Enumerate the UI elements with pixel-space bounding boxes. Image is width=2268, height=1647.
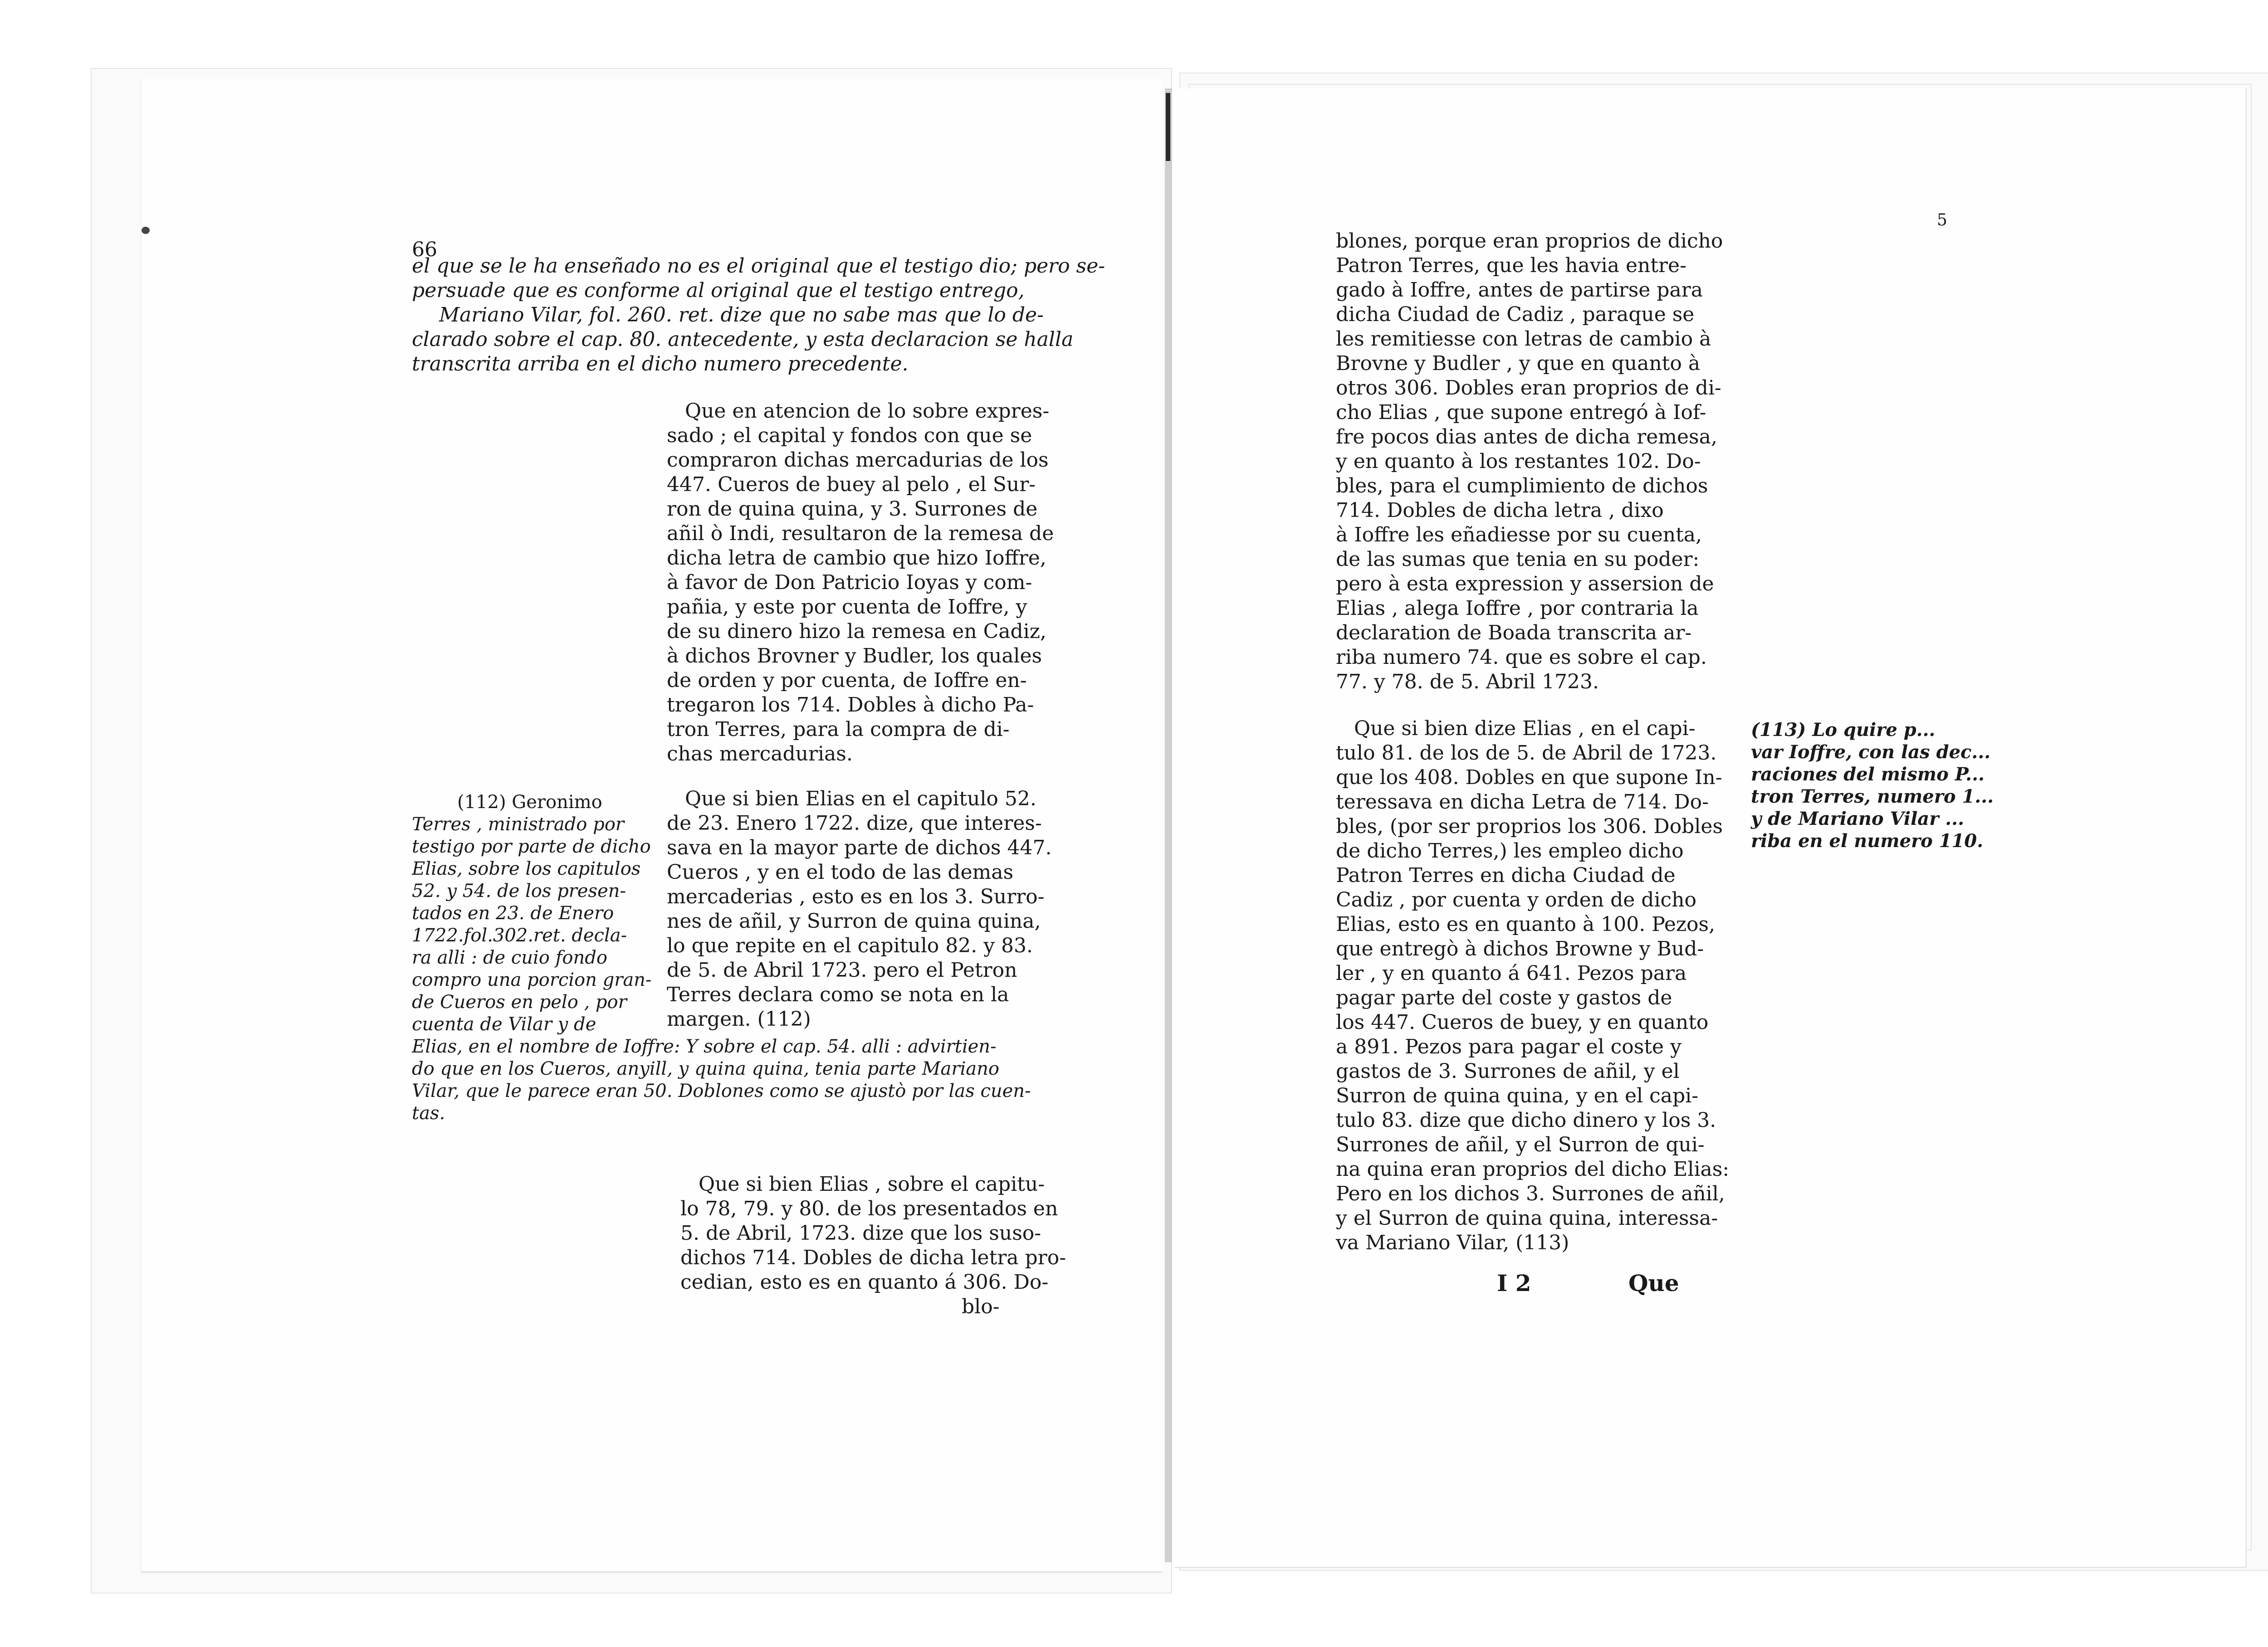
text-line: blo- xyxy=(962,1295,1000,1318)
text-line: teressava en dicha Letra de 714. Do- xyxy=(1336,790,1709,814)
paragraph-2 xyxy=(667,787,1052,1032)
page-number-right: 5 xyxy=(1937,211,1947,229)
text-line: sava en la mayor parte de dichos 447. xyxy=(667,836,1052,859)
text-line: Mariano Vilar, fol. 260. ret. dize que no sabe mas que lo de- xyxy=(439,303,1044,326)
text-line: (113) Lo quire p... xyxy=(1751,719,1936,741)
text-line: pagar parte del coste y gastos de xyxy=(1336,986,1672,1009)
text-line: Surrones de añil, y el Surron de qui- xyxy=(1336,1133,1705,1156)
text-line: 1722.fol.302.ret. decla- xyxy=(412,925,627,946)
text-line: 714. Dobles de dicha letra , dixo xyxy=(1336,499,1664,522)
text-line: 5. de Abril, 1723. dize que los suso- xyxy=(680,1222,1041,1245)
text-line: tron Terres, numero 1... xyxy=(1751,786,1994,807)
text-line: Pero en los dichos 3. Surrones de añil, xyxy=(1336,1182,1725,1205)
text-line: Que si bien Elias , sobre el capitu- xyxy=(699,1173,1045,1196)
text-line: transcrita arriba en el dicho numero precedente. xyxy=(412,352,909,375)
text-line: mercaderias , esto es en los 3. Surro- xyxy=(667,885,1045,908)
text-line: 77. y 78. de 5. Abril 1723. xyxy=(1336,670,1599,693)
text-line: fre pocos dias antes de dicha remesa, xyxy=(1336,425,1717,448)
text-line: tulo 83. dize que dicho dinero y los 3. xyxy=(1336,1109,1716,1132)
text-line: Patron Terres, que les havia entre- xyxy=(1336,254,1686,277)
text-line: compraron dichas mercadurias de los xyxy=(667,448,1049,472)
text-line: Elias, esto es en quanto à 100. Pezos, xyxy=(1336,913,1716,936)
text-line: blones, porque eran proprios de dicho xyxy=(1336,229,1723,253)
text-line: na quina eran proprios del dicho Elias: xyxy=(1336,1158,1730,1181)
text-line: tregaron los 714. Dobles à dicho Pa- xyxy=(667,693,1034,716)
text-line: raciones del mismo P... xyxy=(1751,764,1984,785)
text-line: var Ioffre, con las dec... xyxy=(1751,741,1991,763)
text-line: añil ò Indi, resultaron de la remesa de xyxy=(667,522,1054,545)
text-line: riba numero 74. que es sobre el cap. xyxy=(1336,646,1707,669)
text-line: de dicho Terres,) les empleo dicho xyxy=(1336,839,1684,862)
text-line: gado à Ioffre, antes de partirse para xyxy=(1336,278,1703,302)
text-line: lo que repite en el capitulo 82. y 83. xyxy=(667,934,1033,957)
text-line: Elias , alega Ioffre , por contraria la xyxy=(1336,597,1699,620)
text-line: à dichos Brovner y Budler, los quales xyxy=(667,644,1042,668)
text-line: Que en atencion de lo sobre expres- xyxy=(685,400,1050,423)
catchword: Que xyxy=(1628,1270,1679,1296)
page-number-left: 66 xyxy=(412,238,437,261)
text-line: Vilar, que le parece eran 50. Doblones como se ajustò por las cuen- xyxy=(412,1081,1031,1101)
paragraph-3 xyxy=(680,1172,1066,1319)
ink-spot xyxy=(142,227,150,234)
text-line: Cadiz , por cuenta y orden de dicho xyxy=(1336,888,1697,911)
text-line: Que si bien dize Elias , en el capi- xyxy=(1354,717,1696,740)
text-line: tron Terres, para la compra de di- xyxy=(667,718,1010,741)
text-line: va Mariano Vilar, (113) xyxy=(1336,1231,1569,1254)
text-line: gastos de 3. Surrones de añil, y el xyxy=(1336,1060,1680,1083)
text-line: que los 408. Dobles en que supone In- xyxy=(1336,766,1722,789)
text-line: cho Elias , que supone entregó à Iof- xyxy=(1336,401,1706,424)
text-line: Elias, en el nombre de Ioffre: Y sobre el cap. 54. alli : advirtien- xyxy=(412,1036,997,1057)
text-line: los 447. Cueros de buey, y en quanto xyxy=(1336,1011,1709,1034)
text-line: dichos 714. Dobles de dicha letra pro- xyxy=(680,1246,1066,1269)
text-line: à favor de Don Patricio Ioyas y com- xyxy=(667,571,1032,594)
text-line: bles, para el cumplimiento de dichos xyxy=(1336,474,1708,497)
text-line: de orden y por cuenta, de Ioffre en- xyxy=(667,669,1027,692)
gutter-shadow xyxy=(1166,93,1170,161)
text-line: ler , y en quanto á 641. Pezos para xyxy=(1336,962,1687,985)
paragraph-r1 xyxy=(1336,229,1723,694)
text-line: de Cueros en pelo , por xyxy=(412,992,627,1013)
text-line: de 5. de Abril 1723. pero el Petron xyxy=(667,959,1017,982)
text-line: Terres , ministrado por xyxy=(412,814,624,835)
text-line: Brovne y Budler , y que en quanto à xyxy=(1336,352,1701,375)
text-line: do que en los Cueros, anyill, y quina quina, tenia parte Mariano xyxy=(412,1058,999,1079)
text-line: 52. y 54. de los presen- xyxy=(412,881,626,901)
text-line: que entregò à dichos Browne y Bud- xyxy=(1336,937,1704,960)
text-line: de 23. Enero 1722. dize, que interes- xyxy=(667,812,1042,835)
text-line: bles, (por ser proprios los 306. Dobles xyxy=(1336,815,1723,838)
text-line: Que si bien Elias en el capitulo 52. xyxy=(685,787,1036,810)
paragraph-r2 xyxy=(1336,716,1730,1255)
text-line: y de Mariano Vilar ... xyxy=(1751,808,1964,829)
text-line: les remitiesse con letras de cambio à xyxy=(1336,327,1711,351)
text-line: pero à esta expression y assersion de xyxy=(1336,572,1714,595)
text-line: persuade que es conforme al original que el testigo entrego, xyxy=(412,279,1025,302)
text-line: y en quanto à los restantes 102. Do- xyxy=(1336,450,1701,473)
text-line: compro una porcion gran- xyxy=(412,970,652,990)
text-line: Surron de quina quina, y en el capi- xyxy=(1336,1084,1699,1107)
text-line: clarado sobre el cap. 80. antecedente, y esta declaracion se halla xyxy=(412,328,1074,351)
text-line: cedian, esto es en quanto á 306. Do- xyxy=(680,1271,1049,1294)
text-line: 447. Cueros de buey al pelo , el Sur- xyxy=(667,473,1036,496)
text-line: tas. xyxy=(412,1103,445,1124)
text-line: pañia, y este por cuenta de Ioffre, y xyxy=(667,595,1027,619)
text-line: y el Surron de quina quina, interessa- xyxy=(1336,1207,1718,1230)
paragraph-1 xyxy=(667,399,1054,766)
text-line: Patron Terres en dicha Ciudad de xyxy=(1336,864,1676,887)
text-line: a 891. Pezos para pagar el coste y xyxy=(1336,1035,1681,1058)
book-gutter xyxy=(1165,88,1172,1562)
text-line: lo 78, 79. y 80. de los presentados en xyxy=(680,1197,1058,1220)
text-line: Elias, sobre los capitulos xyxy=(412,858,641,879)
text-line: riba en el numero 110. xyxy=(1751,830,1984,852)
text-line: el que se le ha enseñado no es el original que el testigo dio; pero se- xyxy=(412,254,1105,278)
text-line: dicha letra de cambio que hizo Ioffre, xyxy=(667,546,1046,570)
text-line: dicha Ciudad de Cadiz , paraque se xyxy=(1336,303,1695,326)
text-line: à Ioffre les eñadiesse por su cuenta, xyxy=(1336,523,1702,546)
text-line: declaration de Boada transcrita ar- xyxy=(1336,621,1692,644)
text-line: ron de quina quina, y 3. Surrones de xyxy=(667,497,1038,521)
text-line: ra alli : de cuio fondo xyxy=(412,947,607,968)
text-line: tulo 81. de los de 5. de Abril de 1723. xyxy=(1336,741,1717,765)
text-line: Cueros , y en el todo de las demas xyxy=(667,861,1014,884)
text-line: nes de añil, y Surron de quina quina, xyxy=(667,910,1041,933)
text-line: sado ; el capital y fondos con que se xyxy=(667,424,1032,447)
text-line: otros 306. Dobles eran proprios de di- xyxy=(1336,376,1721,400)
text-line: Terres declara como se nota en la xyxy=(667,983,1009,1006)
text-line: chas mercadurias. xyxy=(667,742,853,765)
signature-mark: I 2 xyxy=(1497,1270,1531,1296)
text-line: testigo por parte de dicho xyxy=(412,836,651,857)
text-line: margen. (112) xyxy=(667,1008,811,1031)
text-line: de su dinero hizo la remesa en Cadiz, xyxy=(667,620,1046,643)
text-line: de las sumas que tenia en su poder: xyxy=(1336,548,1700,571)
top-block xyxy=(412,254,1105,376)
text-line: tados en 23. de Enero xyxy=(412,903,614,924)
text-line: (112) Geronimo xyxy=(457,792,602,813)
margin-note-113 xyxy=(1751,719,1994,852)
text-line: cuenta de Vilar y de xyxy=(412,1014,596,1035)
